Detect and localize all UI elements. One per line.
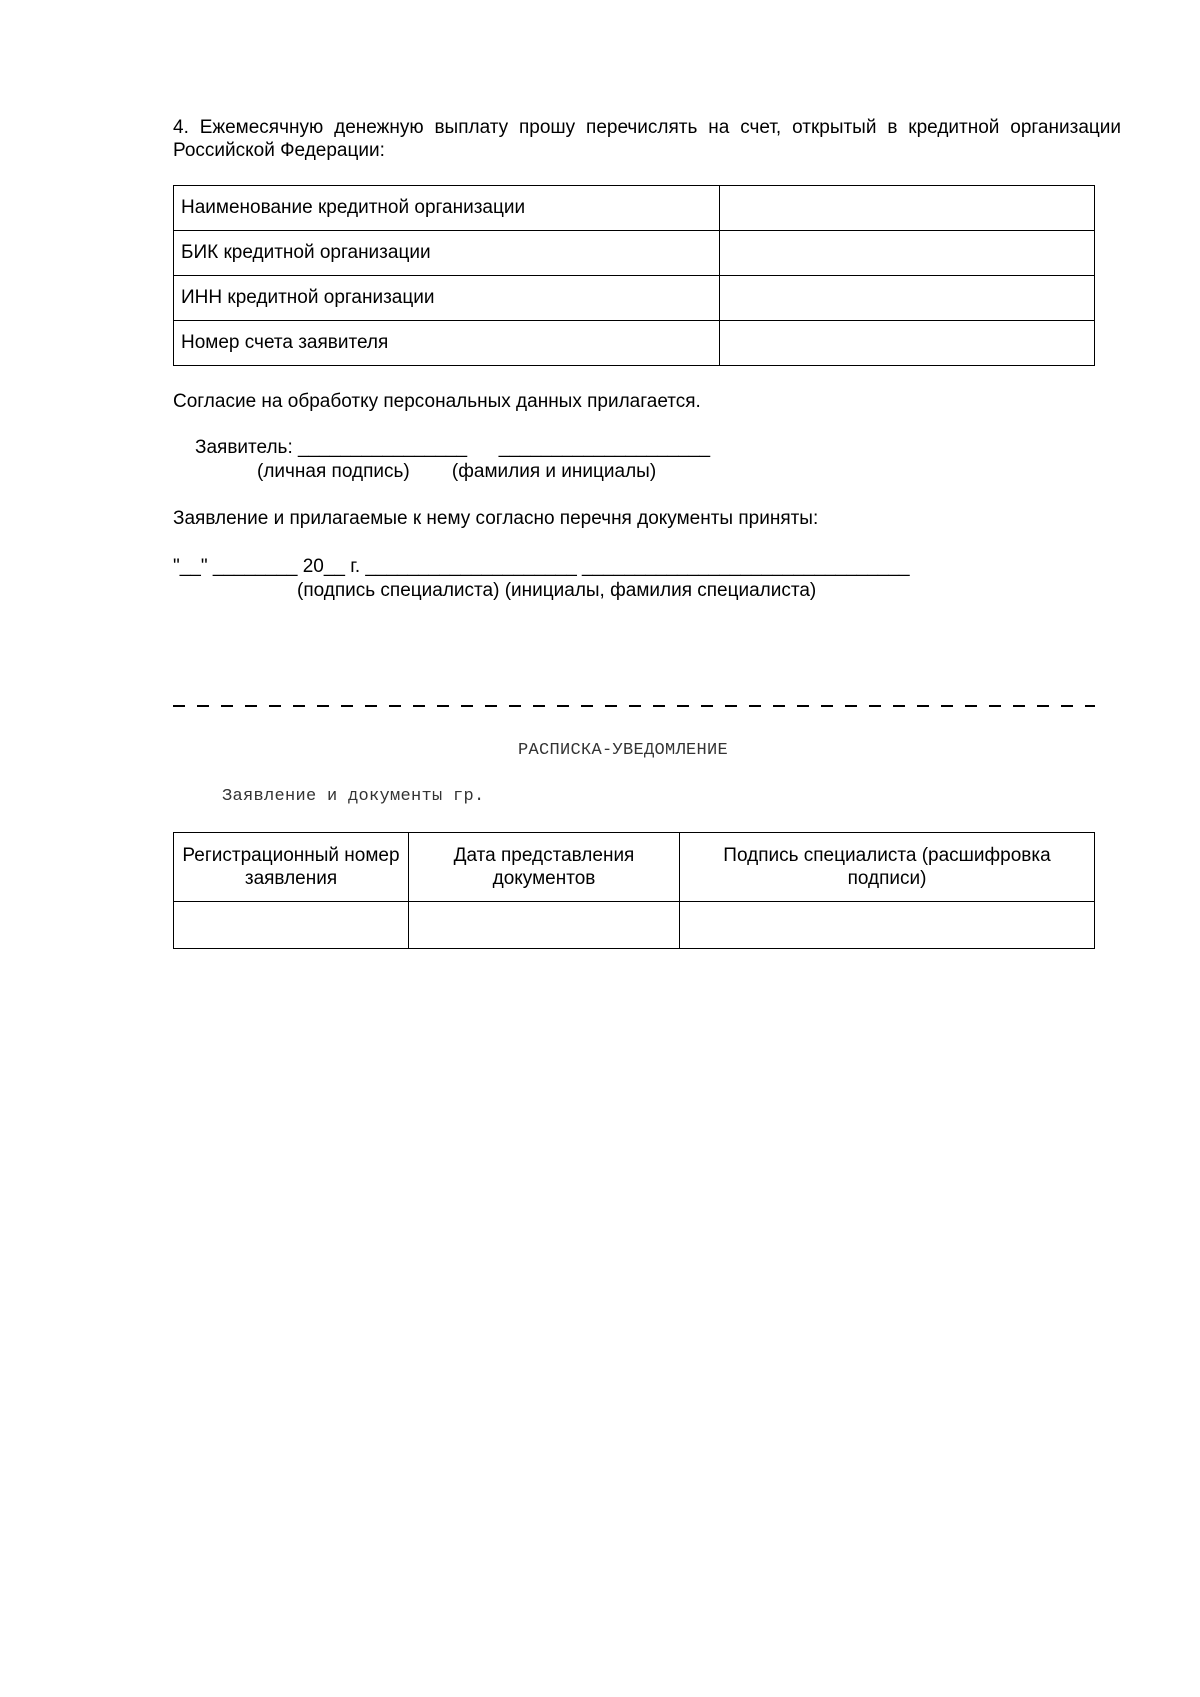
applicant-signature-line: Заявитель: ________________ ____________________ [195,437,711,458]
table-row [174,186,1095,231]
receipt-table [173,832,1095,949]
registration-number-cell[interactable] [174,902,409,949]
specialist-signature-header: Подпись специалиста (расшифровка подписи) [680,833,1095,902]
bank-details-table [173,185,1095,366]
cut-line-divider [173,705,1095,707]
applicant-signature-caption: (личная подпись) (фамилия и инициалы) [257,461,657,482]
consent-text: Согласие на обработку персональных данных прилагается. [173,391,701,412]
table-row [174,231,1095,276]
documents-accepted-text: Заявление и прилагаемые к нему согласно перечня документы приняты: [173,508,819,529]
bank-name-value[interactable] [720,186,1095,231]
account-number-value[interactable] [720,321,1095,366]
account-number-label: Номер счета заявителя [174,321,720,366]
bank-bik-label: БИК кредитной организации [174,231,720,276]
bank-name-label: Наименование кредитной организации [174,186,720,231]
submission-date-cell[interactable] [409,902,680,949]
section4-paragraph: 4. Ежемесячную денежную выплату прошу перечислять на счет, открытый в кредитной организации Российской Федерации: [173,117,1121,161]
specialist-signature-cell[interactable] [680,902,1095,949]
registration-number-header: Регистрационный номер заявления [174,833,409,902]
table-row [174,902,1095,949]
date-signature-caption: (подпись специалиста) (инициалы, фамилия специалиста) [297,580,817,601]
table-row [174,276,1095,321]
submission-date-header: Дата представления документов [409,833,680,902]
table-header-row [174,833,1095,902]
bank-inn-value[interactable] [720,276,1095,321]
table-row [174,321,1095,366]
bank-bik-value[interactable] [720,231,1095,276]
receipt-title: РАСПИСКА-УВЕДОМЛЕНИЕ [517,741,729,760]
bank-inn-label: ИНН кредитной организации [174,276,720,321]
receipt-intro: Заявление и документы гр. [222,787,485,806]
date-signature-line: "__" ________ 20__ г. ____________________ _______________________________ [173,556,910,577]
